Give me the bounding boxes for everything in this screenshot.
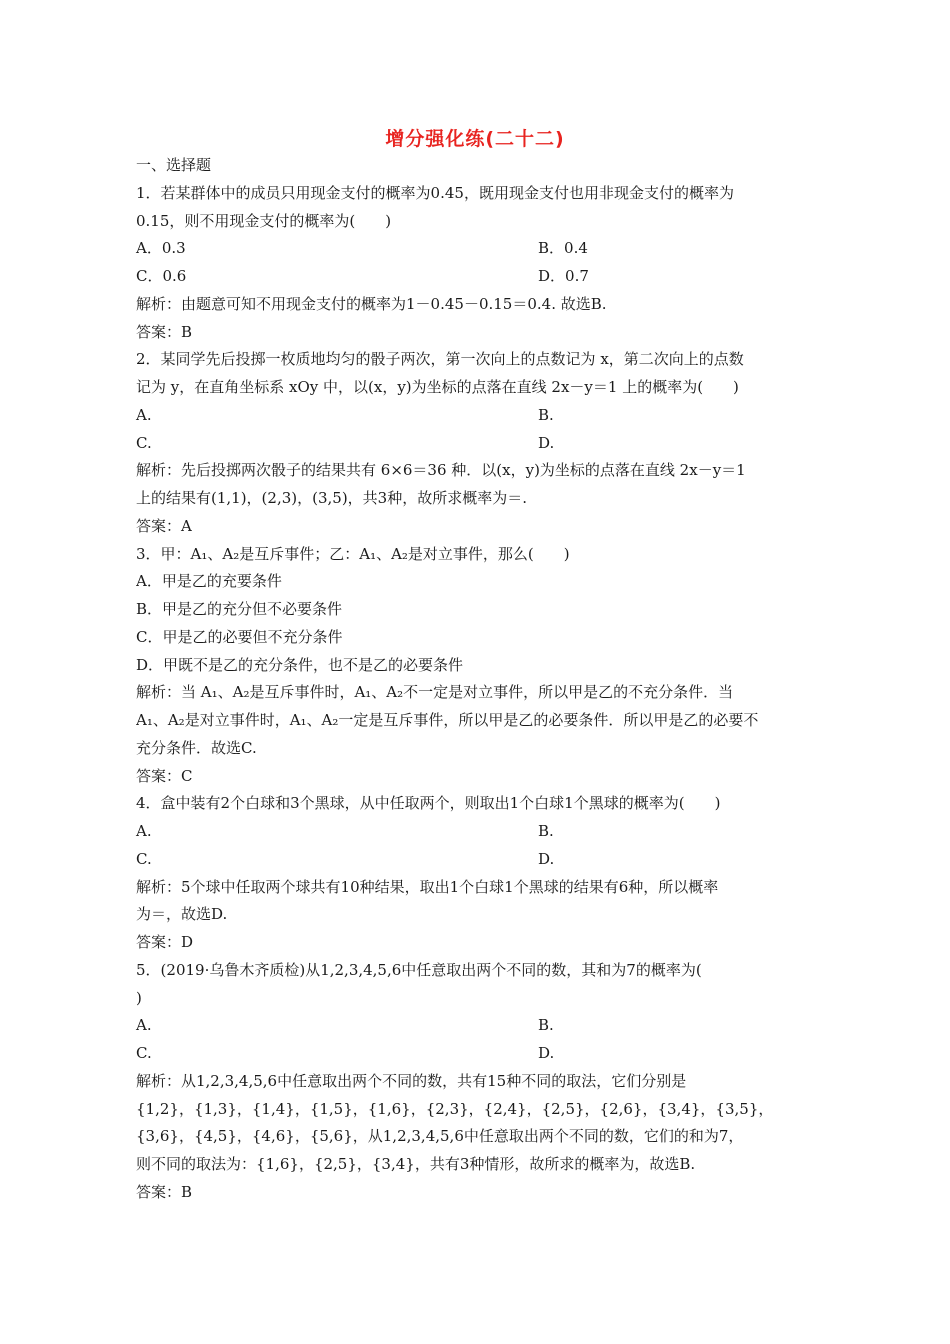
q3-option-c: C．甲是乙的必要但不充分条件 bbox=[136, 627, 343, 646]
q5-analysis-line: 则不同的取法为：{1,6}，{2,5}，{3,4}，共有3种情形，故所求的概率为，故选B. bbox=[136, 1155, 696, 1173]
q2-options-row bbox=[136, 430, 816, 458]
q5-stem-line: ) bbox=[136, 988, 142, 1007]
q4-options-row bbox=[136, 846, 816, 874]
q2-analysis-line: 解析：先后投掷两次骰子的结果共有 6×6＝36 种．以(x，y)为坐标的点落在直线 2x－y＝1 bbox=[136, 461, 746, 480]
q2-option-c: C. bbox=[136, 433, 152, 452]
q3-analysis-line: A₁、A₂是对立事件时，A₁、A₂一定是互斥事件，所以甲是乙的必要条件．所以甲是乙的必要不 bbox=[136, 711, 759, 729]
q4-option-d: D. bbox=[538, 849, 555, 868]
q2-options-row bbox=[136, 402, 816, 430]
q5-analysis-line: {3,6}，{4,5}，{4,6}，{5,6}，从1,2,3,4,5,6中任意取出两个不同的数，它们的和为7， bbox=[136, 1127, 744, 1146]
q5-options-row bbox=[136, 1040, 816, 1068]
q2-option-d: D. bbox=[538, 433, 555, 452]
q3-answer: 答案：C bbox=[136, 766, 193, 785]
q2-option-a: A. bbox=[136, 405, 152, 424]
q3-analysis-line: 解析：当 A₁、A₂是互斥事件时，A₁、A₂不一定是对立事件，所以甲是乙的不充分条件．当 bbox=[136, 683, 734, 702]
q5-analysis-line: 解析：从1,2,3,4,5,6中任意取出两个不同的数，共有15种不同的取法，它们分别是 bbox=[136, 1071, 687, 1090]
q3-option-d: D．甲既不是乙的充分条件，也不是乙的必要条件 bbox=[136, 655, 464, 674]
q1-option-b: B．0.4 bbox=[538, 239, 588, 258]
q1-stem-line: 0.15，则不用现金支付的概率为( ) bbox=[136, 211, 392, 230]
section-heading: 一、选择题 bbox=[136, 156, 212, 174]
q2-stem-line: 2．某同学先后投掷一枚质地均匀的骰子两次，第一次向上的点数记为 x，第二次向上的点数 bbox=[136, 350, 744, 369]
q5-option-b: B. bbox=[538, 1016, 554, 1035]
q1-option-d: D．0.7 bbox=[538, 267, 589, 285]
q2-stem-line: 记为 y，在直角坐标系 xOy 中，以(x，y)为坐标的点落在直线 2x－y＝1 上的概率为( ) bbox=[136, 378, 739, 396]
q4-answer: 答案：D bbox=[136, 933, 194, 951]
q2-analysis-line: 上的结果有(1,1)，(2,3)，(3,5)，共3种，故所求概率为＝. bbox=[136, 489, 527, 507]
q3-option-b: B．甲是乙的充分但不必要条件 bbox=[136, 600, 343, 618]
q1-answer: 答案：B bbox=[136, 322, 193, 341]
q5-option-d: D. bbox=[538, 1044, 555, 1062]
q3-option-a: A．甲是乙的充要条件 bbox=[136, 572, 282, 591]
q1-options-row bbox=[136, 263, 816, 291]
q1-option-c: C．0.6 bbox=[136, 267, 187, 285]
q5-stem-line: 5．(2019·乌鲁木齐质检)从1,2,3,4,5,6中任意取出两个不同的数，其和为7的概率为( bbox=[136, 960, 702, 979]
q4-option-a: A. bbox=[136, 822, 152, 840]
q4-options-row bbox=[136, 818, 816, 846]
q1-analysis: 解析：由题意可知不用现金支付的概率为1－0.45－0.15＝0.4. 故选B. bbox=[136, 294, 607, 313]
q4-option-c: C. bbox=[136, 849, 152, 868]
q1-option-a: A．0.3 bbox=[136, 239, 186, 258]
q4-analysis-line: 解析：5个球中任取两个球共有10种结果，取出1个白球1个黑球的结果有6种，所以概率 bbox=[136, 877, 719, 896]
q5-option-c: C. bbox=[136, 1044, 152, 1062]
q1-stem-line: 1．若某群体中的成员只用现金支付的概率为0.45，既用现金支付也用非现金支付的概率为 bbox=[136, 183, 734, 202]
q4-option-b: B. bbox=[538, 822, 554, 840]
q5-option-a: A. bbox=[136, 1016, 152, 1035]
q4-analysis-line: 为＝，故选D. bbox=[136, 905, 228, 924]
q3-analysis-line: 充分条件．故选C. bbox=[136, 738, 257, 757]
q2-option-b: B. bbox=[538, 405, 554, 424]
q1-options-row bbox=[136, 235, 816, 263]
q3-stem-line: 3．甲：A₁、A₂是互斥事件；乙：A₁、A₂是对立事件，那么( ) bbox=[136, 544, 570, 563]
q5-analysis-line: {1,2}，{1,3}，{1,4}，{1,5}，{1,6}，{2,3}，{2,4}，{2,5}，{2,6}，{3,4}，{3,5}， bbox=[136, 1099, 774, 1118]
document-body bbox=[136, 152, 816, 1207]
page-title: 增分强化练(二十二) bbox=[385, 128, 565, 150]
q2-answer: 答案：A bbox=[136, 516, 192, 535]
q5-answer: 答案：B bbox=[136, 1182, 193, 1201]
q4-stem-line: 4．盒中装有2个白球和3个黑球，从中任取两个，则取出1个白球1个黑球的概率为( ) bbox=[136, 794, 721, 813]
q5-options-row bbox=[136, 1012, 816, 1040]
